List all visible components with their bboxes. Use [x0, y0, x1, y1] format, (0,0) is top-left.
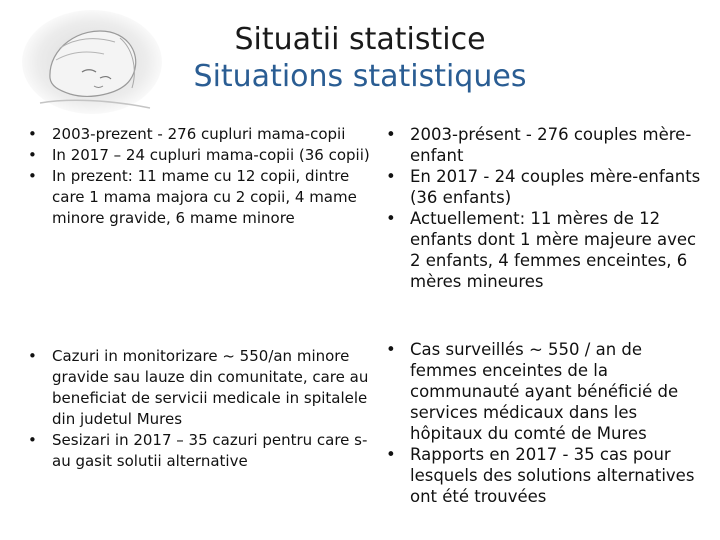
list-item — [28, 124, 378, 145]
bullet-icon: • — [28, 431, 37, 449]
list-item-text: 2003-prezent - 276 cupluri mama-copii — [52, 125, 346, 143]
list-item-text: Cazuri in monitorizare ~ 550/an minore gravide sau lauze din comunitate, care au beneficiat de servicii medicale in spitalele din judetul Mures — [52, 347, 369, 428]
list-item-text: Cas surveillés ~ 550 / an de femmes enceintes de la communauté ayant bénéficié de services médicaux dans les hôpitaux du comté de Mures — [410, 340, 679, 443]
list-item — [386, 208, 710, 292]
list-item-text: Rapports en 2017 - 35 cas pour lesquels des solutions alternatives ont été trouvées — [410, 445, 695, 506]
title-romanian: Situatii statistice — [234, 22, 486, 57]
bullet-icon: • — [28, 167, 37, 185]
list-item-text: 2003-présent - 276 couples mère-enfant — [410, 125, 692, 165]
list-item — [28, 166, 378, 229]
list-item-text: En 2017 - 24 couples mère-enfants (36 enfants) — [410, 167, 701, 207]
list-item — [28, 145, 378, 166]
bullet-icon: • — [386, 167, 396, 186]
list-item — [386, 444, 710, 507]
list-item-text: Actuellement: 11 mères de 12 enfants dont 1 mère majeure avec 2 enfants, 4 femmes enceintes, 6 mères mineures — [410, 209, 697, 291]
list-item — [28, 346, 378, 430]
french-column-group-1 — [386, 124, 710, 292]
bullet-icon: • — [28, 347, 37, 365]
slide-title — [150, 22, 570, 96]
bullet-list — [386, 124, 710, 292]
bullet-list — [386, 339, 710, 507]
list-item — [386, 339, 710, 444]
list-item-text: In prezent: 11 mame cu 12 copii, dintre care 1 mama majora cu 2 copii, 4 mame minore gravide, 6 mame minore — [52, 167, 357, 227]
bullet-icon: • — [28, 125, 37, 143]
sleeping-baby-sketch-icon — [20, 8, 165, 116]
list-item — [386, 166, 710, 208]
list-item — [386, 124, 710, 166]
title-french: Situations statistiques — [193, 59, 527, 94]
bullet-icon: • — [386, 125, 396, 144]
bullet-icon: • — [386, 445, 396, 464]
bullet-list — [28, 124, 378, 229]
sleeping-baby-sketch-image — [20, 8, 165, 116]
bullet-list — [28, 346, 378, 472]
french-column-group-2 — [386, 339, 710, 507]
romanian-column-group-1 — [28, 124, 378, 229]
list-item-text: In 2017 – 24 cupluri mama-copii (36 copii) — [52, 146, 370, 164]
bullet-icon: • — [386, 340, 396, 359]
list-item-text: Sesizari in 2017 – 35 cazuri pentru care s-au gasit solutii alternative — [52, 431, 368, 470]
romanian-column-group-2 — [28, 346, 378, 472]
list-item — [28, 430, 378, 472]
bullet-icon: • — [386, 209, 396, 228]
bullet-icon: • — [28, 146, 37, 164]
